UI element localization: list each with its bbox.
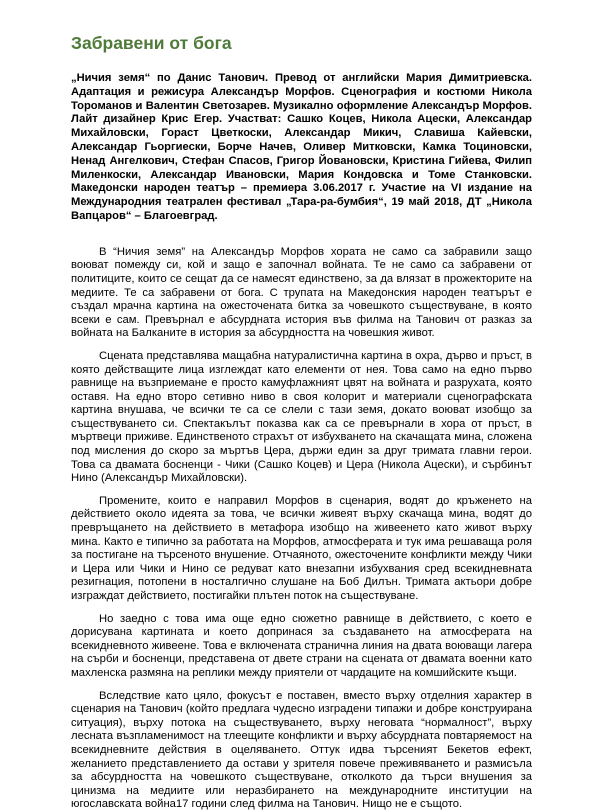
article-paragraph: Промените, които е направил Морфов в сценария, водят до кръженето на действието около идеята за това, че всички живеят върху скачаща мина, водят до превръщането на действието в метафора изобщо на живеенето като живот върху мина. Както е типично за работата на Морфов, атмосферата и тук има решаваща роля за постигане на търсеното внушение. Отчаяното, ожесточените конфликти между Чики и Цера или Чики и Нино се редуват като внезапни избухвания сред всекидневната резигнация, потопени в носталгично слушане на Боб Дилън. Тримата актьори добре изграждат действието, постигайки плътен поток на съществуване. [71, 494, 532, 603]
production-credits: „Ничия земя“ по Данис Танович. Превод от английски Мария Димитриевска. Адаптация и режисура Александър Морфов. Сценография и костюми Никола Тороманов и Валентин Светозарев. Музикално оформление Александър Морфов. Лайт дизайнер Крис Егер. Участват: Сашко Коцев, Никола Ацески, Александар Михайловски, Гораст Цветкоски, Александар Микич, Славиша Кайевски, Александар Гьоргиески, Борче Начев, Оливер Митковски, Камка Тоциновски, Ненад Ангелкович, Стефан Спасов, Григор Йовановски, Кристина Гийева, Филип Миленкоски, Александар Ивановски, Мария Кондовска и Томе Станковски. Македонски народен театър – премиера 3.06.2017 г. Участие на VI издание на Международния театрален фестивал „Тара-ра-бумбия“, 19 май 2018, ДТ „Никола Вапцаров“ – Благоевград. [71, 72, 532, 222]
article-paragraph: Но заедно с това има още едно сюжетно равнище в действието, с което е дорисувана картината и което допринася за създаването на атмосферата на всекидневното живеене. Това е включената странична линия на двата воюващи лагера на сърби и босненци, представена от двете страни на сцената от двамата военни като махленска размяна на реплики между приятели от чардаците на комшийските къщи. [71, 612, 532, 679]
article-paragraph: В “Ничия земя” на Александър Морфов хората не само са забравили защо воюват помежду си, кой и защо е започнал войната. Те не само са забравени от политиците, които се сещат да се намесят единствено, за да влязат в прожекторите на медиите. Те са забравени от бога. С трупата на Македонския народен театърът е създал мрачна картина на ожесточената битка за човешкото съществуване, в която всеки е сам. Превърнал е абсурдната история във филма на Танович от разказ за войната на Балканите в история за абсурдността на човешкия живот. [71, 245, 532, 340]
article-title: Забравени от бога [71, 33, 232, 53]
article-paragraph: Сцената представлява мащабна натуралистична картина в охра, дърво и пръст, в която действащите лица изглеждат като елементи от нея. Това само на едно първо равнище на възприемане е просто камуфлажният цвят на войната и разрухата, която оставя. На едно второ сетивно ниво в своя колорит и материали сценографската картина внушава, че всички те са се слели с тази земя, докато воюват изобщо за съществуването си. Спектакълът показва как са се превърнали в хора от пръст, в мъртвеци приживе. Единственото страхът от избухването на скачащата мина, сложена под мисления до скоро за мъртъв Цера, държи един за друг тримата главни герои. Това са двамата босненци - Чики (Сашко Коцев) и Цера (Никола Ацески), и сърбинът Нино (Александър Михайловски). [71, 349, 532, 485]
article-body [71, 246, 532, 812]
article-paragraph: Вследствие като цяло, фокусът е поставен, вместо върху отделния характер в сценария на Танович (който предлага чудесно изградени типажи и добре конструирана ситуация), върху потока на съществуването, върху неговата “нормалност”, върху леснатa възпламенимост на тлеещите конфликти и върху абсурдната повтаряемост на всекидневните действия в оцеляването. Оттук идва търсеният Бекетов ефект, желанието представлението да остави у зрителя повече преживяването и размисъла за абсурдността на човешкото съществуване, отколкото да търси внушения за цинизма на медиите или неразбирането на международните институции на югославската война17 години след филма на Танович. Нищо не е същото. [71, 689, 532, 811]
